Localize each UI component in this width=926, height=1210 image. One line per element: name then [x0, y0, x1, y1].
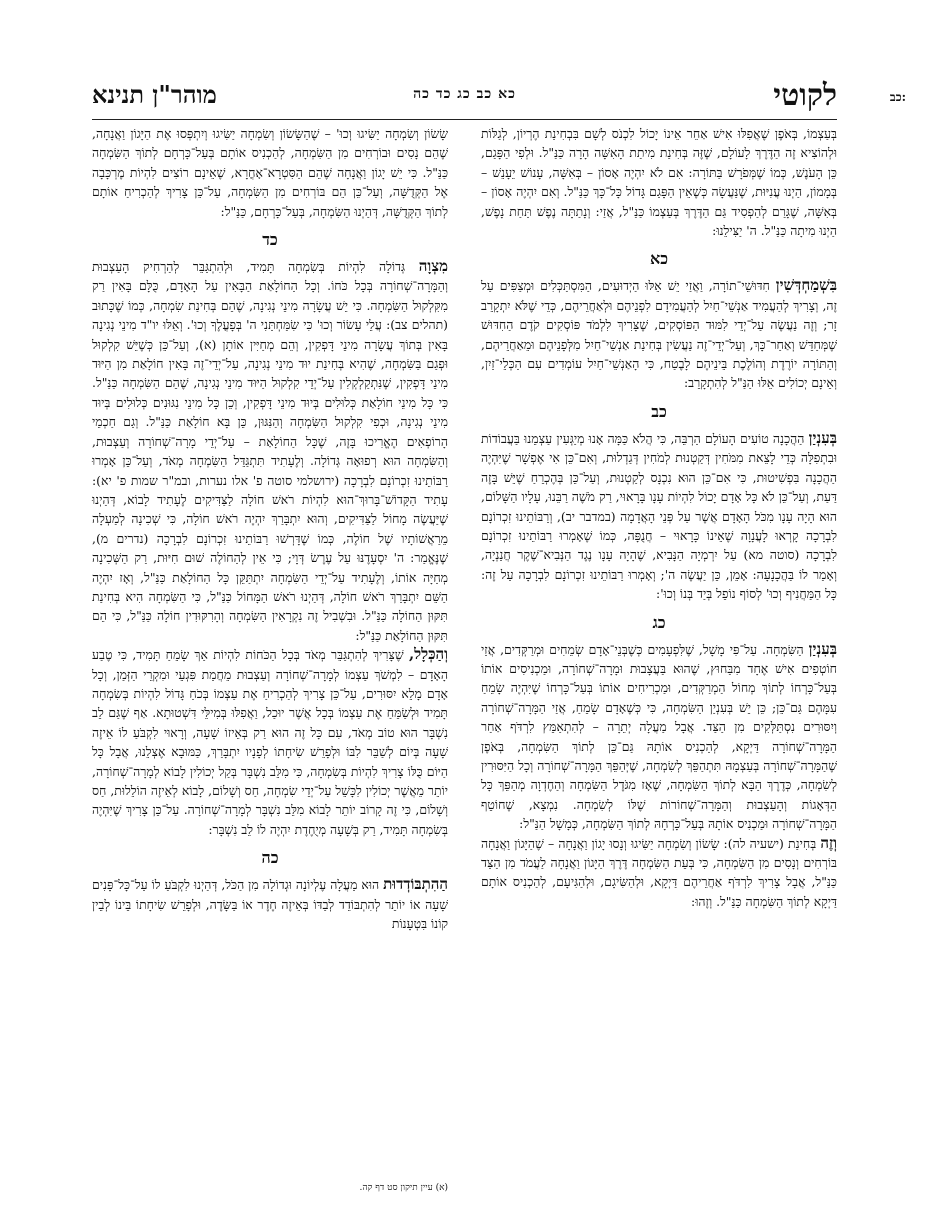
paragraph-text: הַהֲכָנָה טוֹעִים הָעוֹלָם הַרְבֵּה, כִּי הֲלֹא כַּמָּה אָנוּ מְיַגְּעִין עַצְמֵנוּ בַּעֲבוֹדוֹת וּבִתְפִלָּה כְּדֵי לָצֵאת מִמֹּחִין דְּקַטְנוּת לְמֹחִין דְּגַדְלוּת, וְאִם־כֵּן אִי אֶפְשָׁר שֶׁיִּהְיֶה הַהֲכָנָה בִּפְשִׁיטוּת, כִּי אִם־כֵּן הוּא נִכְנָס לְקַטְנוּת, וְעַל־כֵּן בְּהֶכְרֵחַ שֶׁיֵּשׁ בָּזֶה דַּעַת, וְעַל־כֵּן לֹא כָּל אָדָם יָכוֹל לִהְיוֹת עָנָו בָּרָאוּי, רַק מֹשֶׁה רַבֵּנוּ, עָלָיו הַשָּׁלוֹם, הוּא הָיָה עָנָו מִכֹּל הָאָדָם אֲשֶׁר עַל פְּנֵי הָאֲדָמָה (במדבר יב), וְרַבּוֹתֵינוּ זִכְרוֹנָם לִבְרָכָה קָרְאוּ לָעֲנָוָה שֶׁאֵינוֹ כָּרָאוּי – חֲנֻפָּה, כְּמוֹ שֶׁאָמְרוּ רַבּוֹתֵינוּ זִכְרוֹנָם לִבְרָכָה (סוטה מא) עַל יִרְמְיָה הַנָּבִיא, שֶׁהָיָה עָנָו נֶגֶד הַנְּבִיא־שֶׁקֶר חֲנַנְיָה, וְאָמַר לוֹ בַּהֲכָנָעָה: אָמֵן, כֵּן יַעֲשֶׂה ה'; וְאָמְרוּ רַבּוֹתֵינוּ זִכְרוֹנָם לִבְרָכָה עַל זֶה: כָּל הַמַּחֲנִיף וְכוּ' לְסוֹף נוֹפֵל בְּיַד בְּנוֹ וְכוּ':	[481, 430, 837, 602]
paragraph	[92, 645, 448, 839]
paragraph-text: הוּא מַעֲלָה עֶלְיוֹנָה וּגְדוֹלָה מִן הַכֹּל, דְּהַיְנוּ לִקְבֹּעַ לוֹ עַל־כָּל־פָּנִים שָׁעָה אוֹ יוֹתֵר לְהִתְבּוֹדֵד לְבַדּוֹ בְּאֵיזֶה חֶדֶר אוֹ בַּשָּׂדֶה, וּלְפָרֵשׁ שִׂיחָתוֹ בֵּינוֹ לְבֵין קוֹנוֹ בִּטְעָנוֹת	[92, 877, 448, 932]
paragraph	[481, 834, 837, 912]
paragraph-opening-word: מִצְוָה	[418, 257, 448, 276]
paragraph-text: שֶׁצָּרִיךְ לְהִתְגַּבֵּר מְאֹד בְּכָל הַכֹּחוֹת לִהְיוֹת אַךְ שָׂמֵחַ תָּמִיד, כִּי טֶבַע הָאָדָם – לִמְשֹׁךְ עַצְמוֹ לְמָרָה־שְׁחוֹרָה וְעַצְבוּת מֵחֲמַת פִּגְעֵי וּמִקְרֵי הַזְּמַן, וְכָל אָדָם מָלֵא יִסּוּרִים, עַל־כֵּן צָרִיךְ לְהַכְרִיחַ אֶת עַצְמוֹ בְּכֹחַ גָּדוֹל לִהְיוֹת בְּשִׂמְחָה תָּמִיד וּלְשַׂמֵּחַ אֶת עַצְמוֹ בְּכָל אֲשֶׁר יוּכַל, וַאֲפִלּוּ בְּמִילֵּי דִּשְׁטוּתָא. אַף שֶׁגַּם לֵב נִשְׁבָּר הוּא טוֹב מְאֹד, עִם כָּל זֶה הוּא רַק בְּאֵיזוֹ שָׁעָה, וְרָאוּי לִקְבֹּעַ לוֹ אֵיזֶה שָׁעָה בְּיוֹם לְשַׁבֵּר לִבּוֹ וּלְפָרֵשׁ שִׂיחָתוֹ לְפָנָיו יִתְבָּרַךְ, כַּמּוּבָא אֶצְלֵנוּ, אֲבָל כָּל הַיּוֹם כֻּלּוֹ צָרִיךְ לִהְיוֹת בְּשִׂמְחָה, כִּי מִלֵּב נִשְׁבָּר בְּקַל יְכוֹלִין לָבוֹא לְמָרָה־שְׁחוֹרָה, יוֹתֵר מֵאֲשֶׁר יְכוֹלִין לִכָּשֵׁל עַל־יְדֵי שִׂמְחָה, חַס וְשָׁלוֹם, לָבוֹא לְאֵיזֶה הוֹלֵלוּת, חַס וְשָׁלוֹם, כִּי זֶה קָרוֹב יוֹתֵר לָבוֹא מִלֵּב נִשְׁבָּר לְמָרָה־שְׁחוֹרָה. עַל־כֵּן צָרִיךְ שֶׁיִּהְיֶה בְּשִׂמְחָה תָּמִיד, רַק בְּשָׁעָה מְיֻחֶדֶת יִהְיֶה לוֹ לֵב נִשְׁבָּר:	[92, 647, 448, 837]
paragraph-text: חִדּוּשֵׁי־תוֹרָה, וַאֲזַי יֵשׁ אֵלּוּ הַיְדוּעִים, הַמִּסְתַּכְּלִים וּמְצַפִּים עַל זֶה, וְצָרִיךְ לְהַעֲמִיד אַנְשֵׁי־חַיִל לְהַעֲמִידָם לִפְנֵיהֶם וּלְאַחֲרֵיהֶם, כְּדֵי שֶׁלֹּא יִתְקָרֵב זָר; וְזֶה נַעֲשֶׂה עַל־יְדֵי לִמּוּד הַפּוֹסְקִים, שֶׁצָּרִיךְ לִלְמֹד פּוֹסְקִים קֹדֶם הַחִדּוּשׁ שֶׁמְּחַדֵּשׁ וְאַחַר־כָּךְ, וְעַל־יְדֵי־זֶה נַעֲשִׂין בְּחִינַת אַנְשֵׁי־חַיִל מִלְּפָנֵיהֶם וּמֵאַחֲרֵיהֶם, וְהַתּוֹרָה יוֹרֶדֶת וְהוֹלֶכֶת בֵּינֵיהֶם לָבֶטַח, כִּי הָאַנְשֵׁי־חַיִל עוֹמְדִים עִם הַכְּלֵי־זַיִן, וְאֵינָם יְכוֹלִים אֵלּוּ הַנַּ"ל לְהִתְקָרֵב:	[481, 278, 837, 391]
paragraph	[481, 124, 837, 240]
book-title-right: לקוטי	[773, 78, 837, 113]
paragraph	[481, 640, 837, 834]
paragraph	[92, 875, 448, 933]
paragraph	[92, 124, 448, 221]
paragraph-text: גְּדוֹלָה לִהְיוֹת בְּשִׂמְחָה תָּמִיד, וּלְהִתְגַּבֵּר לְהַרְחִיק הָעַצְבוּת וְהַמָּרָה־שְׁחוֹרָה בְּכָל כֹּחוֹ. וְכָל הַחוֹלָאַת הַבָּאִין עַל הָאָדָם, כֻּלָּם בָּאִין רַק מִקִּלְקוּל הַשִּׂמְחָה. כִּי יֵשׁ עֲשָׂרָה מִינֵי נְגִינָה, שֶׁהֵם בְּחִינַת שִׂמְחָה, כְּמוֹ שֶׁכָּתוּב (תהלים צב): עֲלֵי עָשׂוֹר וְכוּ' כִּי שִׂמַּחְתַּנִי ה' בְּפָעֳלֶךָ וְכוּ'. וְאֵלּוּ יו"ד מִינֵי נְגִינָה בָּאִין בְּתוֹךְ עֲשָׂרָה מִינֵי דָּפְקִין, וְהֵם מְחַיִּין אוֹתָן (א), וְעַל־כֵּן כְּשֶׁיֵּשׁ קִלְקוּל וּפְגַם בַּשִּׂמְחָה, שֶׁהִיא בְּחִינַת יוּד מִינֵי נְגִינָה, עַל־יְדֵי־זֶה בָּאִין חוֹלָאַת מִן הַיּוּד מִינֵי דָּפְקִין, שֶׁנִּתְקַלְקְלִין עַל־יְדֵי קִלְקוּל הַיּוּד מִינֵי נְגִינָה, שֶׁהֵם הַשִּׂמְחָה כַּנַּ"ל. כִּי כָּל מִינֵי חוֹלָאַת כְּלוּלִים בְּיוּד מִינֵי דָּפְקִין, וְכֵן כָּל מִינֵי נִגּוּנִים כְּלוּלִים בְּיוּד מִינֵי נְגִינָה, וּכְפִי קִלְקוּל הַשִּׂמְחָה וְהַנִּגּוּן, כֵּן בָּא חוֹלָאַת כַּנַּ"ל. וְגַם חַכְמֵי הָרוֹפְאִים הֶאֱרִיכוּ בָּזֶה, שֶׁכָּל הַחוֹלָאַת – עַל־יְדֵי מָרָה־שְׁחוֹרָה וְעַצְבוּת, וְהַשִּׂמְחָה הוּא רְפוּאָה גְּדוֹלָה. וְלֶעָתִיד תִּתְגַּדֵּל הַשִּׂמְחָה מְאֹד, וְעַל־כֵּן אָמְרוּ רַבּוֹתֵינוּ זִכְרוֹנָם לִבְרָכָה (ירושלמי סוטה פ' אלו נערות, ובמ"ר שמות פ' יא): עָתִיד הַקָּדוֹשׁ־בָּרוּךְ־הוּא לִהְיוֹת רֹאשׁ חוֹלָה לַצַּדִּיקִים לֶעָתִיד לָבוֹא, דְּהַיְנוּ שֶׁיַּעֲשֶׂה מָחוֹל לַצַּדִּיקִים, וְהוּא יִתְבָּרַךְ יִהְיֶה רֹאשׁ חוֹלָה, כִּי שְׁכִינָה לְמַעְלָה מֵרַאֲשׁוֹתָיו שֶׁל חוֹלֶה, כְּמוֹ שֶׁדָּרְשׁוּ רַבּוֹתֵינוּ זִכְרוֹנָם לִבְרָכָה (נדרים מ), שֶׁנֶּאֱמַר: ה' יִסְעָדֶנּוּ עַל עֶרֶשׂ דְּוָי; כִּי אֵין לְהַחוֹלֶה שׁוּם חִיּוּת, רַק הַשְּׁכִינָה מְחַיָּה אוֹתוֹ, וְלֶעָתִיד עַל־יְדֵי הַשִּׂמְחָה יִתְתַּקֵּן כָּל הַחוֹלָאַת כַּנַּ"ל, וְאָז יִהְיֶה הַשֵּׁם יִתְבָּרַךְ רֹאשׁ חוֹלָה, דְּהַיְנוּ רֹאשׁ הַמָּחוֹל כַּנַּ"ל, כִּי הַשִּׂמְחָה הִיא בְּחִינַת תִּקּוּן הַחוֹלָה כַּנַּ"ל. וּבִשְׁבִיל זֶה נִקְרָאִין הַשִּׂמְחָה וְהָרִקּוּדִין חוֹלָה כַּנַּ"ל, כִּי הֵם תִּקּוּן הַחוֹלָאַת כַּנַּ"ל:	[92, 259, 448, 643]
paragraph-opening-word: בְּעִנְיַן	[808, 428, 837, 447]
section-heading: כב	[651, 401, 667, 421]
running-header	[92, 78, 837, 118]
paragraph-opening-word: בִּשְׁמַחְדְּשִׁין	[775, 276, 837, 295]
paragraph-text: בְּעַצְמוֹ, בְּאֹפֶן שֶׁאֲפִלּוּ אִישׁ אַחֵר אֵינוֹ יָכוֹל לִכְנֹס לְשָׁם בִּבְחִינַת הֶרְיוֹן, לְגַלּוֹת וּלְהוֹצִיא זֶה הַדֶּרֶךְ לָעוֹלָם, שֶׁזֶּה בְּחִינַת מִיתַת הָאִשָּׁה הָרָה כַּנַּ"ל. וּלְפִי הַפָּגַם, כֵּן הָעֹנֶשׁ, כְּמוֹ שֶׁמְּפֹרָשׁ בַּתּוֹרָה: אִם לֹא יִהְיֶה אָסוֹן – בְּאִשָּׁה, עָנוֹשׁ יֵעָנֵשׁ – בְּמָמוֹן, הַיְנוּ עֲנִיּוּת, שֶׁנַּעֲשָׂה כְּשֶׁאֵין הַפָּגַם גָּדוֹל כָּל־כָּךְ כַּנַּ"ל. וְאִם יִהְיֶה אָסוֹן – בְּאִשָּׁה, שֶׁגָּרַם לְהַפְסִיד גַּם הַדֶּרֶךְ בְּעַצְמוֹ כַּנַּ"ל, אֲזַי: וְנָתַתָּה נֶפֶשׁ תַּחַת נָפֶשׁ, הַיְנוּ מִיתָה כַּנַּ"ל. ה' יַצִּילֵנוּ:	[481, 126, 837, 239]
paragraph-text: שָׂשׂוֹן וְשִׂמְחָה יַשִּׂיגוּ וְכוּ' – שֶׁהַשָּׂשׂוֹן וְשִׂמְחָה יַשִּׂיגוּ וְיִתְפְּסוּ אֶת הַיָּגוֹן וַאֲנָחָה, שֶׁהֵם נָסִים וּבוֹרְחִים מִן הַשִּׂמְחָה, לְהַכְנִיס אוֹתָם בְּעַל־כָּרְחָם לְתוֹךְ הַשִּׂמְחָה כַּנַּ"ל. כִּי יֵשׁ יָגוֹן וַאֲנָחָה שֶׁהֵם הַסִּטְרָא־אָחֳרָא, שֶׁאֵינָם רוֹצִים לִהְיוֹת מֶרְכָּבָה אֶל הַקְּדֻשָּׁה, וְעַל־כֵּן הֵם בּוֹרְחִים מִן הַשִּׂמְחָה, עַל־כֵּן צָרִיךְ לְהַכְרִיחַ אוֹתָם לְתוֹךְ הַקְּדֻשָּׁה, דְּהַיְנוּ הַשִּׂמְחָה, בְּעַל־כָּרְחָם, כַּנַּ"ל:	[92, 126, 448, 219]
right-column	[481, 124, 837, 911]
header-rule	[92, 119, 837, 120]
footnote: (א) עיין תיקון סט דף קה.	[359, 1183, 448, 1193]
section-numbers: כא כב כג כד כה	[413, 86, 516, 102]
page-number: כב:	[889, 90, 906, 104]
book-title-left: מוהר"ן תנינא	[92, 80, 217, 109]
paragraph	[481, 276, 837, 392]
section-heading: כא	[649, 249, 669, 269]
paragraph-opening-word: בְּעִנְיַן	[808, 639, 837, 658]
section-heading: כה	[261, 848, 279, 868]
paragraph	[481, 429, 837, 604]
section-heading: כג	[652, 612, 666, 632]
paragraph-opening-word: הַהִתְבּוֹדְדוּת	[383, 875, 448, 894]
paragraph	[92, 257, 448, 645]
paragraph-opening-word: וְזֶה	[820, 833, 837, 852]
section-heading: כד	[262, 230, 278, 250]
paragraph-text: בְּחִינַת (ישעיה לה): שָׂשׂוֹן וְשִׂמְחָה יַשִּׂיגוּ וְנָסוּ יָגוֹן וַאֲנָחָה – שֶׁהַיָּגוֹן וַאֲנָחָה בּוֹרְחִים וְנָסִים מִן הַשִּׂמְחָה, כִּי בְּעֵת הַשִּׂמְחָה דֶּרֶךְ הַיָּגוֹן וַאֲנָחָה לַעֲמֹד מִן הַצַּד כַּנַּ"ל, אֲבָל צָרִיךְ לִרְדֹּף אַחֲרֵיהֶם דַּיְקָא, וּלְהַשִּׂיגָם, וּלְהַגִּיעָם, לְהַכְנִיס אוֹתָם דַּיְקָא לְתוֹךְ הַשִּׂמְחָה כַּנַּ"ל. וְזֶהוּ:	[481, 835, 837, 909]
paragraph-opening-word: וְהַכְּלָל,	[408, 645, 448, 664]
left-column	[92, 124, 448, 933]
paragraph-text: הַשִּׂמְחָה. עַל־פִּי מָשָׁל, שֶׁלִּפְעָמִים כְּשֶׁבְּנֵי־אָדָם שְׂמֵחִים וּמְרַקְּדִים, אֲזַי חוֹטְפִים אִישׁ אֶחָד מִבַּחוּץ, שֶׁהוּא בַּעֲצָבוּת וּמָרָה־שְׁחוֹרָה, וּמַכְנִיסִים אוֹתוֹ בְּעַל־כָּרְחוֹ לְתוֹךְ מְחוֹל הַמְרַקְּדִים, וּמַכְרִיחִים אוֹתוֹ בְּעַל־כָּרְחוֹ שֶׁיִּהְיֶה שָׂמֵחַ עִמָּהֶם גַּם־כֵּן; כֵּן יֵשׁ בְּעִנְיַן הַשִּׂמְחָה, כִּי כְּשֶׁאָדָם שָׂמֵחַ, אֲזַי הַמָּרָה־שְׁחוֹרָה וְיִסּוּרִים נִסְתַּלְּקִים מִן הַצַּד. אֲבָל מַעֲלָה יְתֵרָה – לְהִתְאַמֵּץ לִרְדֹּף אַחַר הַמָּרָה־שְׁחוֹרָה דַּיְקָא, לְהַכְנִיס אוֹתָהּ גַּם־כֵּן לְתוֹךְ הַשִּׂמְחָה, בְּאֹפֶן שֶׁהַמָּרָה־שְׁחוֹרָה בְּעַצְמָהּ תִּתְהַפֵּךְ לְשִׂמְחָה, שֶׁיְּהַפֵּךְ הַמָּרָה־שְׁחוֹרָה וְכָל הַיִּסּוּרִין לְשִׂמְחָה, כְּדֶרֶךְ הַבָּא לְתוֹךְ הַשִּׂמְחָה, שֶׁאָז מִגֹּדֶל הַשִּׂמְחָה וְהַחֶדְוָה מְהַפֵּךְ כָּל הַדְּאָגוֹת וְהָעַצְבוּת וְהַמָּרָה־שְׁחוֹרוֹת שֶׁלּוֹ לְשִׂמְחָה. נִמְצָא, שֶׁחוֹטֵף הַמָּרָה־שְׁחוֹרָה וּמַכְנִיס אוֹתָהּ בְּעַל־כָּרְחָהּ לְתוֹךְ הַשִּׂמְחָה, כְּמָשָׁל הַנַּ"ל:	[481, 641, 837, 832]
